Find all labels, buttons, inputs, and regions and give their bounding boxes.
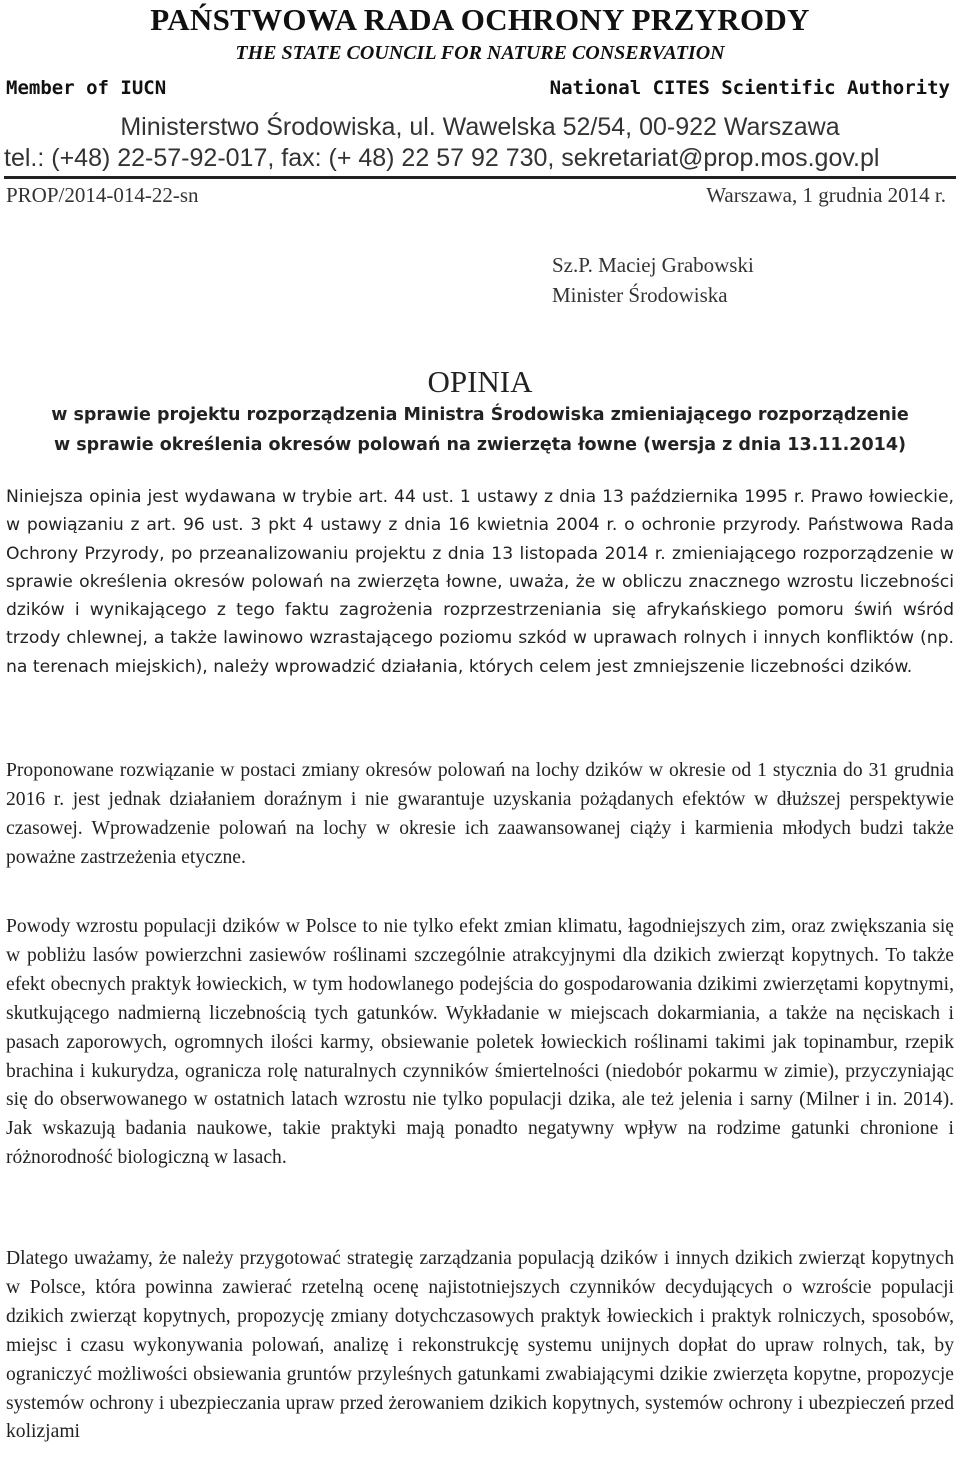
body-paragraph-3 bbox=[6, 913, 954, 1173]
place-date: Warszawa, 1 grudnia 2014 r. bbox=[706, 183, 946, 207]
affiliation-row bbox=[6, 74, 950, 102]
body-paragraph-2 bbox=[6, 757, 954, 873]
authority-label: National CITES Scientific Authority bbox=[549, 77, 950, 99]
paragraph-text: Niniejsza opinia jest wydawana w trybie art. 44 ust. 1 ustawy z dnia 13 października 1995 r. Prawo łowieckie, w powiązaniu z art. 96 ust. 3 pkt 4 ustawy z dnia 16 kwietnia 2004 r. o ochronie przyrody. Państwowa Rada Ochrony Przyrody, po przeanalizowaniu projektu z dnia 13 listopada 2014 r. zmieniającego rozporządzenie w sprawie określenia okresów polowań na zwierzęta łowne, uważa, że w obliczu znacznego wzrostu liczebności dzików i wynikającego z tego faktu zagrożenia rozprzestrzeniania się afrykańskiego pomoru świń wśród trzody chlewnej, a także lawinowo wzrastającego poziomu szkód w uprawach rolnych i innych konfliktów (np. na terenach miejskich), należy wprowadzić działania, których celem jest zmniejszenie liczebności dzików. bbox=[6, 487, 954, 677]
document-title: OPINIA bbox=[427, 364, 533, 399]
reference-number: PROP/2014-014-22-sn bbox=[6, 183, 199, 207]
postal-address: Ministerstwo Środowiska, ul. Wawelska 52/54, 00-922 Warszawa bbox=[120, 113, 840, 141]
contact-line: tel.: (+48) 22-57-92-017, fax: (+ 48) 22 57 92 730, sekretariat@prop.mos.gov.pl bbox=[4, 144, 880, 172]
paragraph-text: Dlatego uważamy, że należy przygotować strategię zarządzania populacją dzików i innych dzikich zwierząt kopytnych w Polsce, która powinna zawierać rzetelną ocenę najistotniejszych czynników decydujących o wzroście populacji dzikich zwierząt kopytnych, propozycję zmiany dotychczasowych praktyk łowieckich i praktyk rolniczych, sposobów, miejsc i czasu wykonywania polowań, analizę i rekonstrukcję systemu unijnych dopłat do upraw rolnych, tak, by ograniczyć możliwości obsiewania gruntów przyleśnych gatunkami zwabiającymi dzikie zwierzęta kopytne, propozycje systemów ochrony i ubezpieczania upraw przed żerowaniem dzikich kopytnych, systemów ochrony i ubezpieczeń przed kolizjami bbox=[6, 1248, 954, 1443]
addressee-title: Minister Środowiska bbox=[552, 283, 728, 307]
subject-line-2: w sprawie określenia okresów polowań na zwierzęta łowne (wersja z dnia 13.11.2014) bbox=[53, 435, 906, 455]
body-paragraph-1 bbox=[6, 483, 954, 681]
header-divider bbox=[4, 176, 956, 179]
org-name-english: THE STATE COUNCIL FOR NATURE CONSERVATION bbox=[235, 42, 725, 64]
reference-row bbox=[6, 180, 946, 210]
body-paragraph-4 bbox=[6, 1245, 954, 1447]
org-name: PAŃSTWOWA RADA OCHRONY PRZYRODY bbox=[150, 2, 810, 37]
paragraph-text: Powody wzrostu populacji dzików w Polsce to nie tylko efekt zmian klimatu, łagodniejszych zim, oraz zwiększania się w pobliżu lasów powierzchni zasiewów roślinami szczególnie atrakcyjnymi dla dzikich zwierząt kopytnych. To także efekt obecnych praktyk łowieckich, w tym hodowlanego podejścia do gospodarowania dzikimi zwierzętami kopytnymi, skutkującego nadmierną liczebnością tych gatunków. Wykładanie w miejscach dokarmiania, a także na nęciskach i pasach zaporowych, ogromnych ilości karmy, obsiewanie poletek łowieckich roślinami takimi jak topinambur, rzepik brachina i kukurydza, ogranicza rolę naturalnych czynników śmiertelności (niedobór pokarmu w zimie), przyczyniając się do obserwowanego w ostatnich latach wzrostu nie tylko populacji dzika, ale też jelenia i sarny (Milner i in. 2014). Jak wskazują badania naukowe, takie praktyki mają ponadto negatywny wpływ na rodzime gatunki chronione i różnorodność biologiczną w lasach. bbox=[6, 916, 954, 1169]
subject-block bbox=[0, 400, 960, 460]
addressee-block bbox=[552, 250, 952, 310]
paragraph-text: Proponowane rozwiązanie w postaci zmiany okresów polowań na lochy dzików w okresie od 1 stycznia do 31 grudnia 2016 r. jest jednak działaniem doraźnym i nie gwarantuje uzyskania pożądanych efektów w dłuższej perspektywie czasowej. Wprowadzenie polowań na lochy w okresie ich zaawansowanej ciąży i karmienia młodych budzi także poważne zastrzeżenia etyczne. bbox=[6, 760, 954, 868]
membership-label: Member of IUCN bbox=[6, 77, 167, 99]
subject-line-1: w sprawie projektu rozporządzenia Ministra Środowiska zmieniającego rozporządzenie bbox=[51, 405, 909, 425]
addressee-name: Sz.P. Maciej Grabowski bbox=[552, 253, 754, 277]
